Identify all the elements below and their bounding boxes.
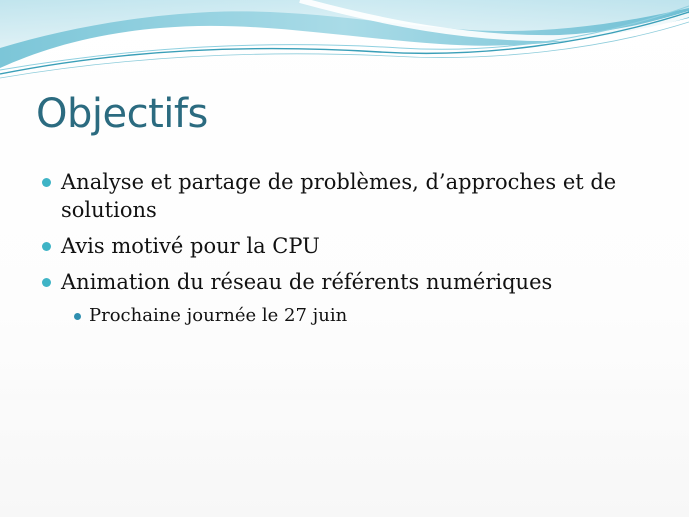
slide-title: Objectifs	[36, 91, 208, 137]
bullet-text: Animation du réseau de référents numériques	[61, 270, 553, 294]
sub-bullet-item	[40, 304, 640, 328]
bullet-dot-icon	[42, 178, 51, 187]
bullet-dot-icon	[42, 242, 51, 251]
bullet-item	[40, 268, 640, 296]
bullet-item	[40, 168, 640, 224]
bullet-dot-icon	[42, 278, 51, 287]
bullet-text: Analyse et partage de problèmes, d’approches et de solutions	[61, 170, 617, 222]
sub-bullet-dot-icon	[74, 313, 81, 320]
bullet-text: Avis motivé pour la CPU	[61, 234, 320, 258]
bullet-list	[40, 168, 640, 328]
sub-bullet-text: Prochaine journée le 27 juin	[89, 305, 348, 326]
bullet-item	[40, 232, 640, 260]
